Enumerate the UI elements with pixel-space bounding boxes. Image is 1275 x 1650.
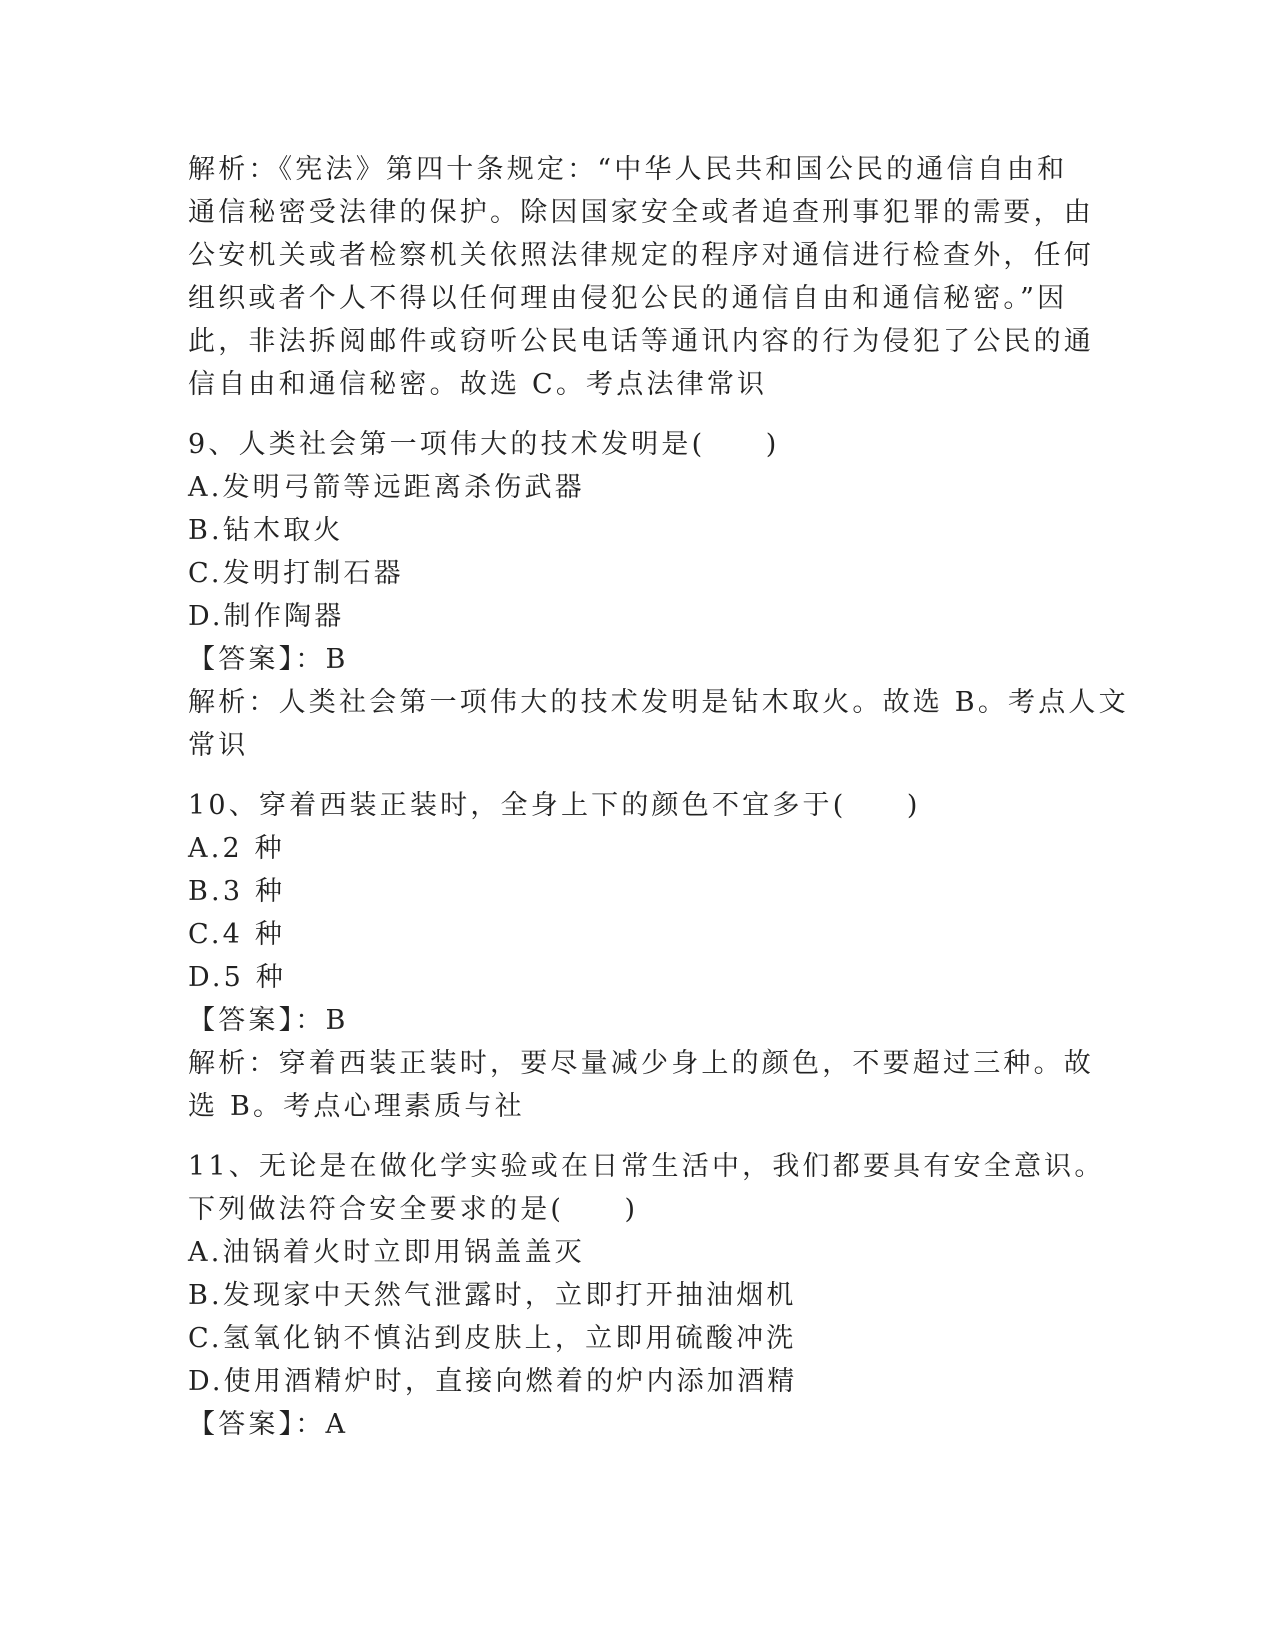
explanation-line: 通信秘密受法律的保护。除因国家安全或者追查刑事犯罪的需要，由	[188, 197, 1094, 228]
explanation-line: 选 B。考点心理素质与社	[188, 1091, 525, 1122]
question-stem: 10、穿着西装正装时，全身上下的颜色不宜多于( )	[188, 790, 921, 821]
prev-explanation	[188, 148, 1094, 406]
spacer	[188, 1128, 1088, 1145]
option-a: A.发明弓箭等远距离杀伤武器	[188, 472, 585, 503]
explanation-line: 此，非法拆阅邮件或窃听公民电话等通讯内容的行为侵犯了公民的通	[188, 326, 1094, 357]
option-b: B.发现家中天然气泄露时，立即打开抽油烟机	[188, 1280, 797, 1311]
option-a: A.2 种	[188, 833, 285, 864]
explanation-line: 解析：《宪法》第四十条规定：“中华人民共和国公民的通信自由和	[188, 154, 1068, 185]
question-9	[188, 423, 1129, 767]
option-b: B.3 种	[188, 876, 286, 907]
option-d: D.使用酒精炉时，直接向燃着的炉内添加酒精	[188, 1366, 798, 1397]
option-c: C.氢氧化钠不慎沾到皮肤上，立即用硫酸冲洗	[188, 1323, 797, 1354]
explanation-line: 解析：穿着西装正装时，要尽量减少身上的颜色，不要超过三种。故	[188, 1048, 1094, 1079]
option-d: D.5 种	[188, 962, 287, 993]
question-stem: 下列做法符合安全要求的是( )	[188, 1194, 639, 1225]
explanation-line: 公安机关或者检察机关依照法律规定的程序对通信进行检查外，任何	[188, 240, 1094, 271]
question-11	[188, 1145, 1105, 1446]
spacer	[188, 767, 1088, 784]
spacer	[188, 406, 1088, 423]
option-a: A.油锅着火时立即用锅盖盖灭	[188, 1237, 585, 1268]
answer-line: 【答案】：B	[188, 644, 349, 675]
question-stem: 11、无论是在做化学实验或在日常生活中，我们都要具有安全意识。	[188, 1151, 1105, 1182]
document-content	[188, 148, 1129, 1446]
option-b: B.钻木取火	[188, 515, 344, 546]
question-10	[188, 784, 1094, 1128]
option-c: C.发明打制石器	[188, 558, 404, 589]
explanation-line: 信自由和通信秘密。故选 C。考点法律常识	[188, 369, 768, 400]
option-c: C.4 种	[188, 919, 286, 950]
answer-line: 【答案】：A	[188, 1409, 349, 1440]
option-d: D.制作陶器	[188, 601, 345, 632]
explanation-line: 组织或者个人不得以任何理由侵犯公民的通信自由和通信秘密。”因	[188, 283, 1068, 314]
explanation-line: 解析：人类社会第一项伟大的技术发明是钻木取火。故选 B。考点人文	[188, 687, 1129, 718]
explanation-line: 常识	[188, 730, 249, 761]
question-stem: 9、人类社会第一项伟大的技术发明是( )	[188, 429, 780, 460]
answer-line: 【答案】：B	[188, 1005, 349, 1036]
